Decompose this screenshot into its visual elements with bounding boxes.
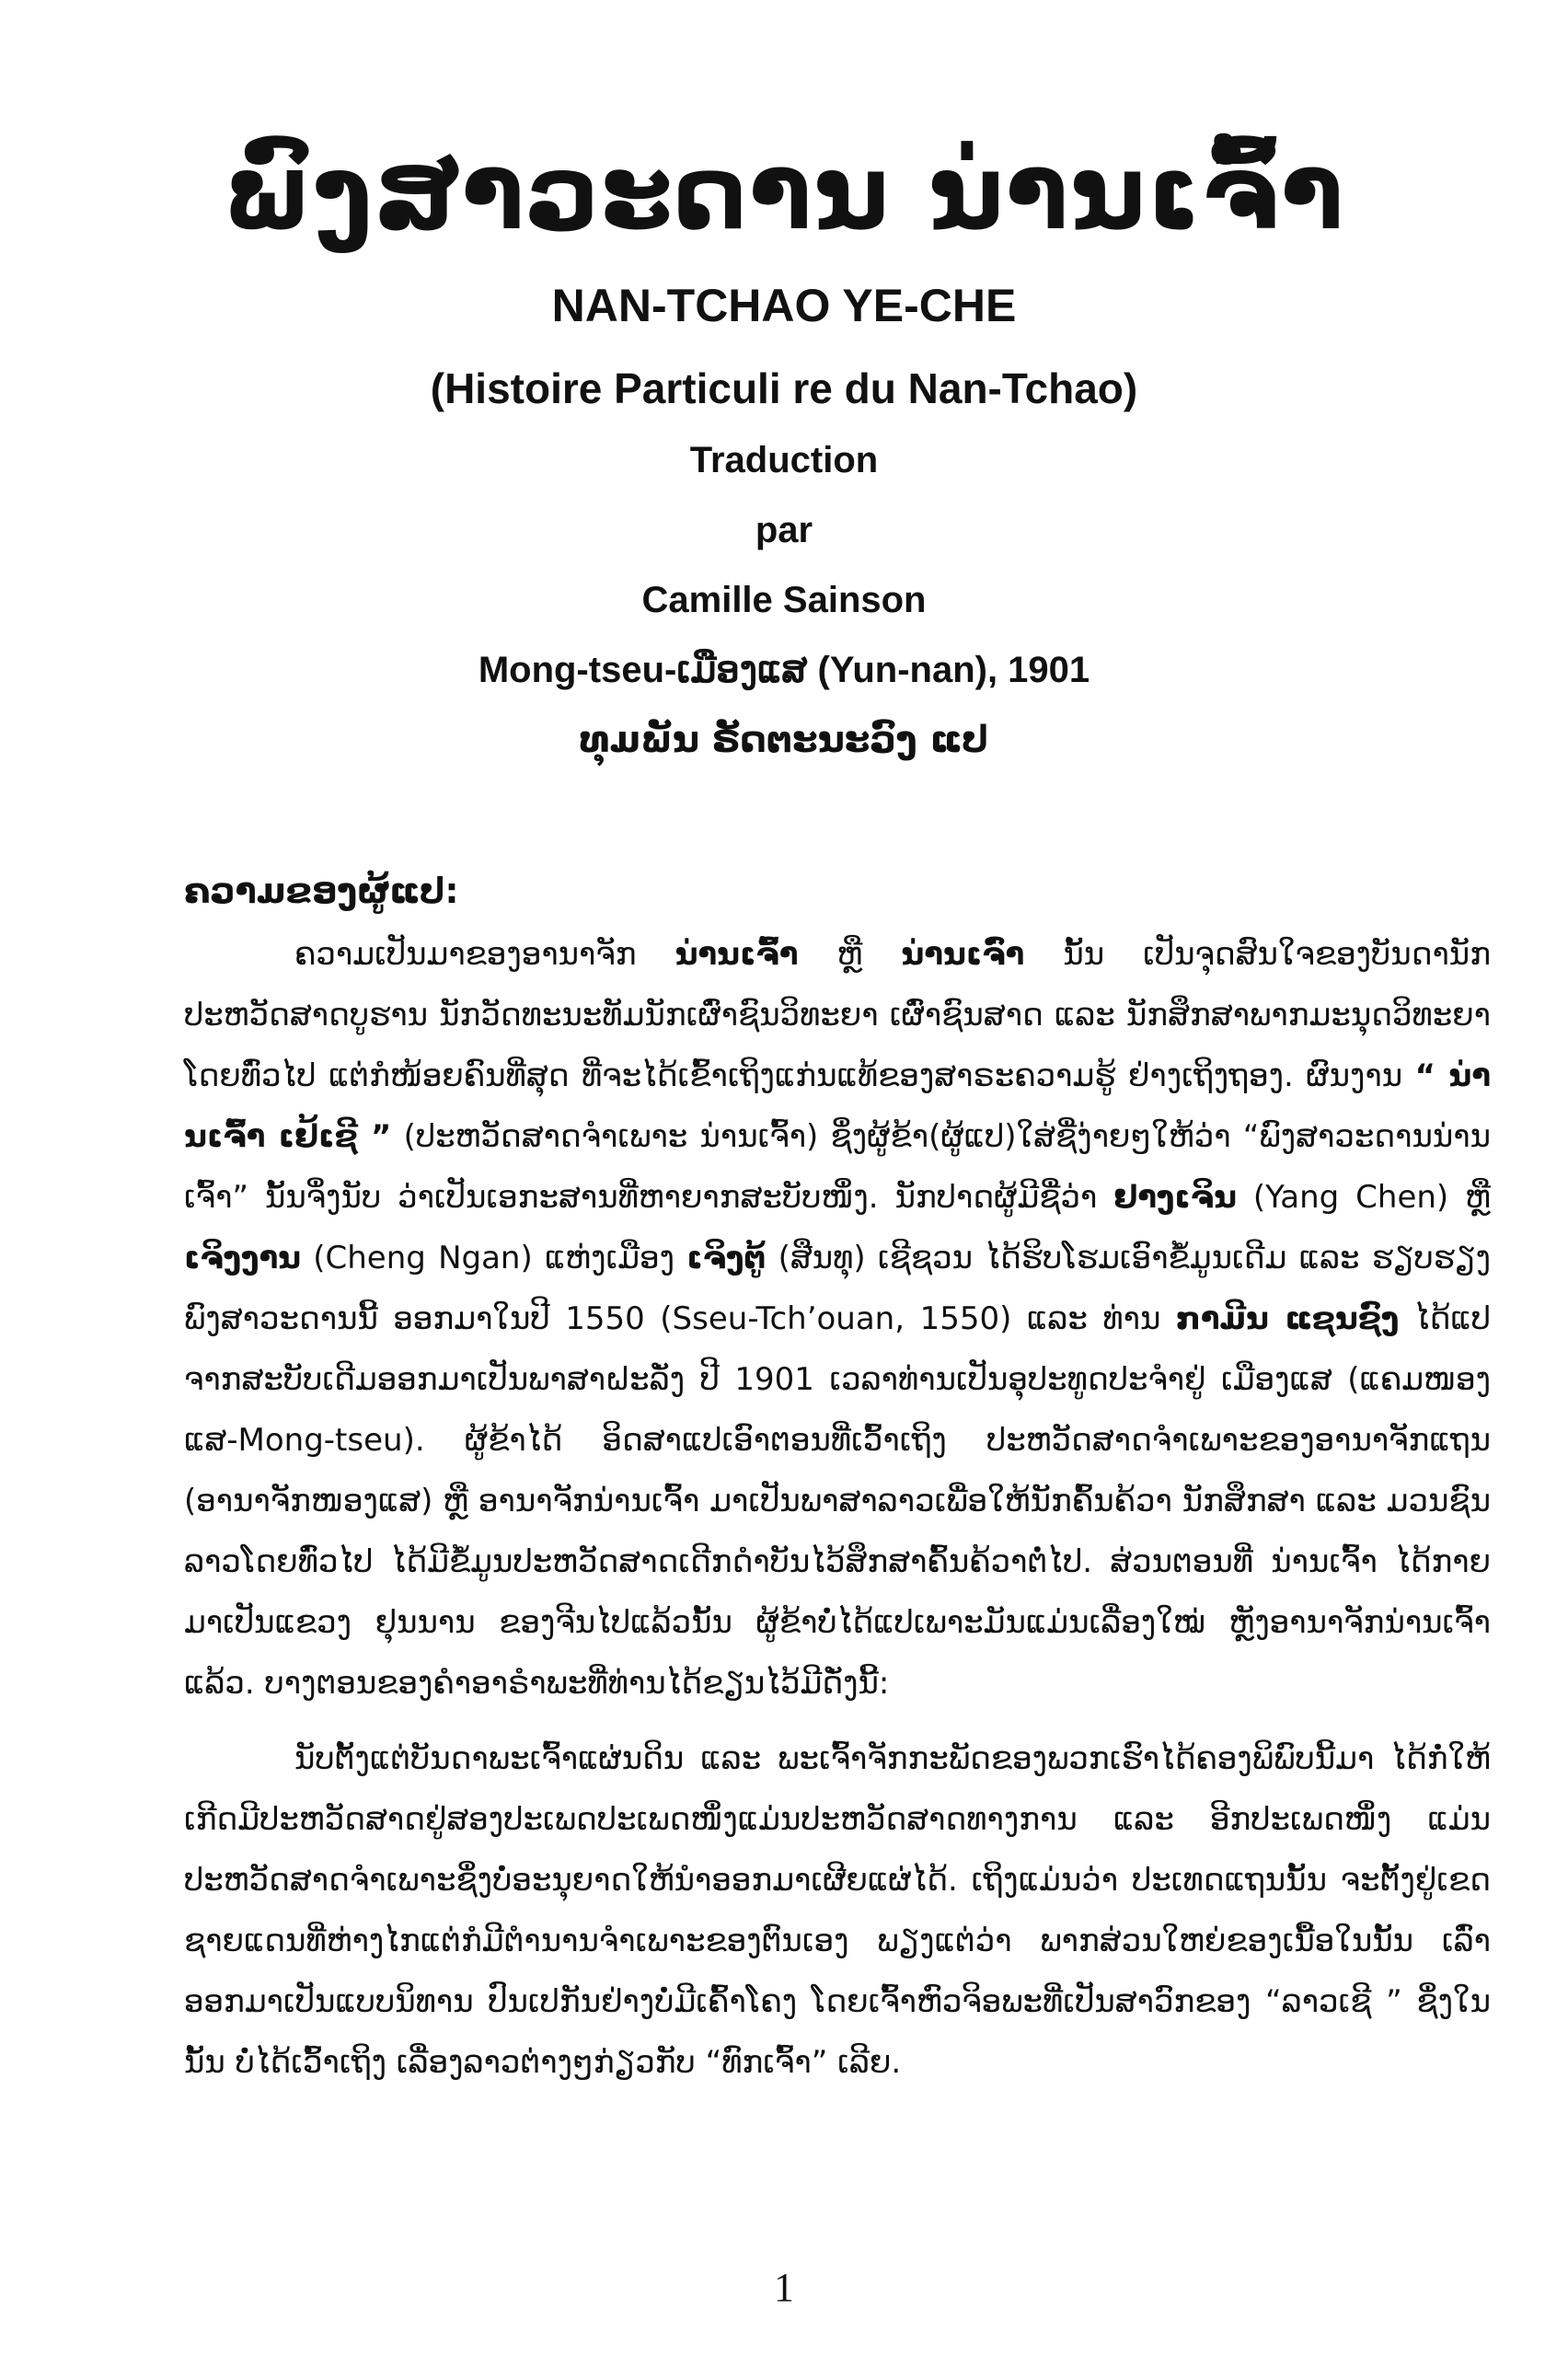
author-name: Camille Sainson: [641, 580, 927, 620]
translation-label: Traduction: [689, 440, 879, 480]
title-lao: ພົງສາວະດານ ນ່ານເຈົ້າ: [223, 133, 1345, 253]
bold-run: ຢາງເຈິນ: [1113, 1179, 1237, 1216]
text-run: (ສືນທຸ) ເຊີຊວນ ໄດ້ຮິບໂຮມເອົາຂໍ້ມູນເດີມ ແລະ ຮຽບຮຽງພົງສາວະດານນີ້ ອອກມາໃນປີ 1550 (Sseu-Tch’ouan, 1550) ແລະ ທ່ານ: [184, 1240, 1491, 1337]
paragraph-1: [184, 924, 1491, 1714]
text-run: ນັ້ນ ເປັນຈຸດສົນໃຈຂອງບັນດານັກປະຫວັດສາດບູຮານ ນັກວັດທະນະທັມນັກເຜົ່າຊົນວິທະຍາ ເຜົ່າຊົນສາດ ແລະ ນັກສຶກສາພາກມະນຸດວິທະຍາໂດຍທົ່ວໄປ ແຕ່ກໍໜ້ອຍຄົນທີ່ສຸດ ທີ່ຈະໄດ້ເຂົ້າເຖິງແກ່ນແທ້ຂອງສາຣະຄວາມຮູ້ ຢ່າງເຖິງຖອງ. ຜົນງານ: [184, 936, 1491, 1094]
paragraph-2: [184, 1728, 1491, 2093]
translator-name: ທຸມພັນ ຣັດຕະນະວົງ ແປ: [579, 719, 989, 761]
text-run: ຄວາມເປັນມາຂອງອານາຈັກ: [294, 936, 675, 973]
bold-run: “ ນ່ານເຈົ້າ ເຢ້ເຊີ ”: [184, 1057, 1491, 1155]
publication-place: [0, 646, 1568, 694]
bold-run: ນ່ານເຈົ່າ: [901, 936, 1025, 973]
text-run: (ປະຫວັດສາດຈຳເພາະ ນ່ານເຈົ້າ) ຊຶ່ງຜູ້ຂ້າ(ຜູ້ແປ)ໃສ່ຊື່ງ່າຍໆໃຫ້ວ່າ “ພົງສາວະດານນ່ານເຈົ້າ” ນັ້ນຈຶ່ງນັບ ວ່າເປັນເອກະສານທີ່ຫາຍາກສະບັບໜຶ່ງ. ນັກປາດຜູ້ມີຊື່ວ່າ: [184, 1118, 1491, 1216]
text-run: ຫຼື: [798, 936, 902, 973]
bold-run: ກາມີນ ແຊນຊົງ: [1175, 1300, 1400, 1337]
title-french: NAN-TCHAO YE-CHE: [551, 280, 1017, 331]
place-suffix: (Yun-nan), 1901: [807, 650, 1090, 690]
text-run: (Cheng Ngan) ແຫ່ງເມືອງ: [301, 1240, 687, 1276]
place-lao: ເມືອງແສ: [676, 650, 808, 690]
bold-run: ເຈິງງານ: [184, 1240, 302, 1276]
bold-run: ເຈິງຕູ້: [686, 1240, 767, 1276]
text-run: (Yang Chen) ຫຼື: [1236, 1179, 1492, 1216]
paragraph-2-text: ນັບຕັ້ງແຕ່ບັນດາພະເຈົ້າແຜ່ນດິນ ແລະ ພະເຈົ້າຈັກກະພັດຂອງພວກເຮົາໄດ້ຄອງພິພົບນີ້ມາ ໄດ້ກໍ່ໃຫ້ເກີດມີປະຫວັດສາດຢູ່ສອງປະເພດປະເພດໜຶ່ງແມ່ນປະຫວັດສາດທາງການ ແລະ ອີກປະເພດໜຶ່ງ ແມ່ນປະຫວັດສາດຈຳເພາະຊຶ່ງບໍ່ອະນຸຍາດໃຫ້ນຳອອກມາເຜີຍແຜ່ໄດ້. ເຖິງແມ່ນວ່າ ປະເທດແຖນນັ້ນ ຈະຕັ້ງຢູ່ເຂດຊາຍແດນທີ່ຫ່າງໄກແຕ່ກໍມີຕຳນານຈຳເພາະຂອງຕົນເອງ ພຽງແຕ່ວ່າ ພາກສ່ວນໃຫຍ່ຂອງເນື້ອໃນນັ້ນ ເລົ່າອອກມາເປັນແບບນິທານ ປົນເປກັນຢ່າງບໍ່ມີເຄົ້າໂຄງ ໂດຍເຈົ້າຫົວຈິອພະທີ່ເປັນສາວົກຂອງ “ລາວເຊີ ” ຊຶ່ງໃນນັ້ນ ບໍ່ໄດ້ເວົ້າເຖິງ ເລື່ອງລາວຕ່າງໆກ່ຽວກັບ “ທົກເຈົ້າ” ເລີຍ.: [184, 1740, 1491, 2081]
bold-run: ນ່ານເຈົ້າ: [674, 936, 799, 973]
by-label: par: [755, 510, 813, 550]
translator-note-heading: ຄວາມຂອງຜູ້ແປ:: [184, 871, 459, 911]
place-prefix: Mong-tseu-: [478, 650, 677, 690]
text-run: ໄດ້ແປຈາກສະບັບເດີມອອກມາເປັນພາສາຝະລັ່ງ ປີ 1901 ເວລາທ່ານເປັນອຸປະທູດປະຈຳຢູ່ ເມືອງແສ (ແຄມໜອງແສ-Mong-tseu). ຜູ້ຂ້າໄດ້ ອິດສາແປເອົາຕອນທີ່ເວົ້າເຖິງ ປະຫວັດສາດຈຳເພາະຂອງອານາຈັກແຖນ (ອານາຈັກໜອງແສ) ຫຼື ອານາຈັກນ່ານເຈົ້າ ມາເປັນພາສາລາວເພື່ອໃຫ້ນັກຄົ້ນຄ້ວາ ນັກສຶກສາ ແລະ ມວນຊົນລາວໂດຍທົ່ວໄປ ໄດ້ມີຂໍ້ມູນປະຫວັດສາດເດີກດຳບັນໄວ້ສຶກສາຄົ້ນຄ້ວາຕໍ່ໄປ. ສ່ວນຕອນທີ່ ນ່ານເຈົ້າ ໄດ້ກາຍມາເປັນແຂວງ ຢຸນນານ ຂອງຈີນໄປແລ້ວນັ້ນ ຜູ້ຂ້າບໍ່ໄດ້ແປເພາະມັນແມ່ນເລື່ອງໃໝ່ ຫຼັງອານາຈັກນ່ານເຈົ້າແລ້ວ. ບາງຕອນຂອງຄຳອາຣໍາພະທີ່ທ່ານໄດ້ຂຽນໄວ້ມີດັ່ງນີ້:: [184, 1300, 1491, 1702]
page-number: 1: [774, 2265, 794, 2310]
subtitle-french: (Histoire Particuli re du Nan-Tchao): [430, 364, 1138, 412]
